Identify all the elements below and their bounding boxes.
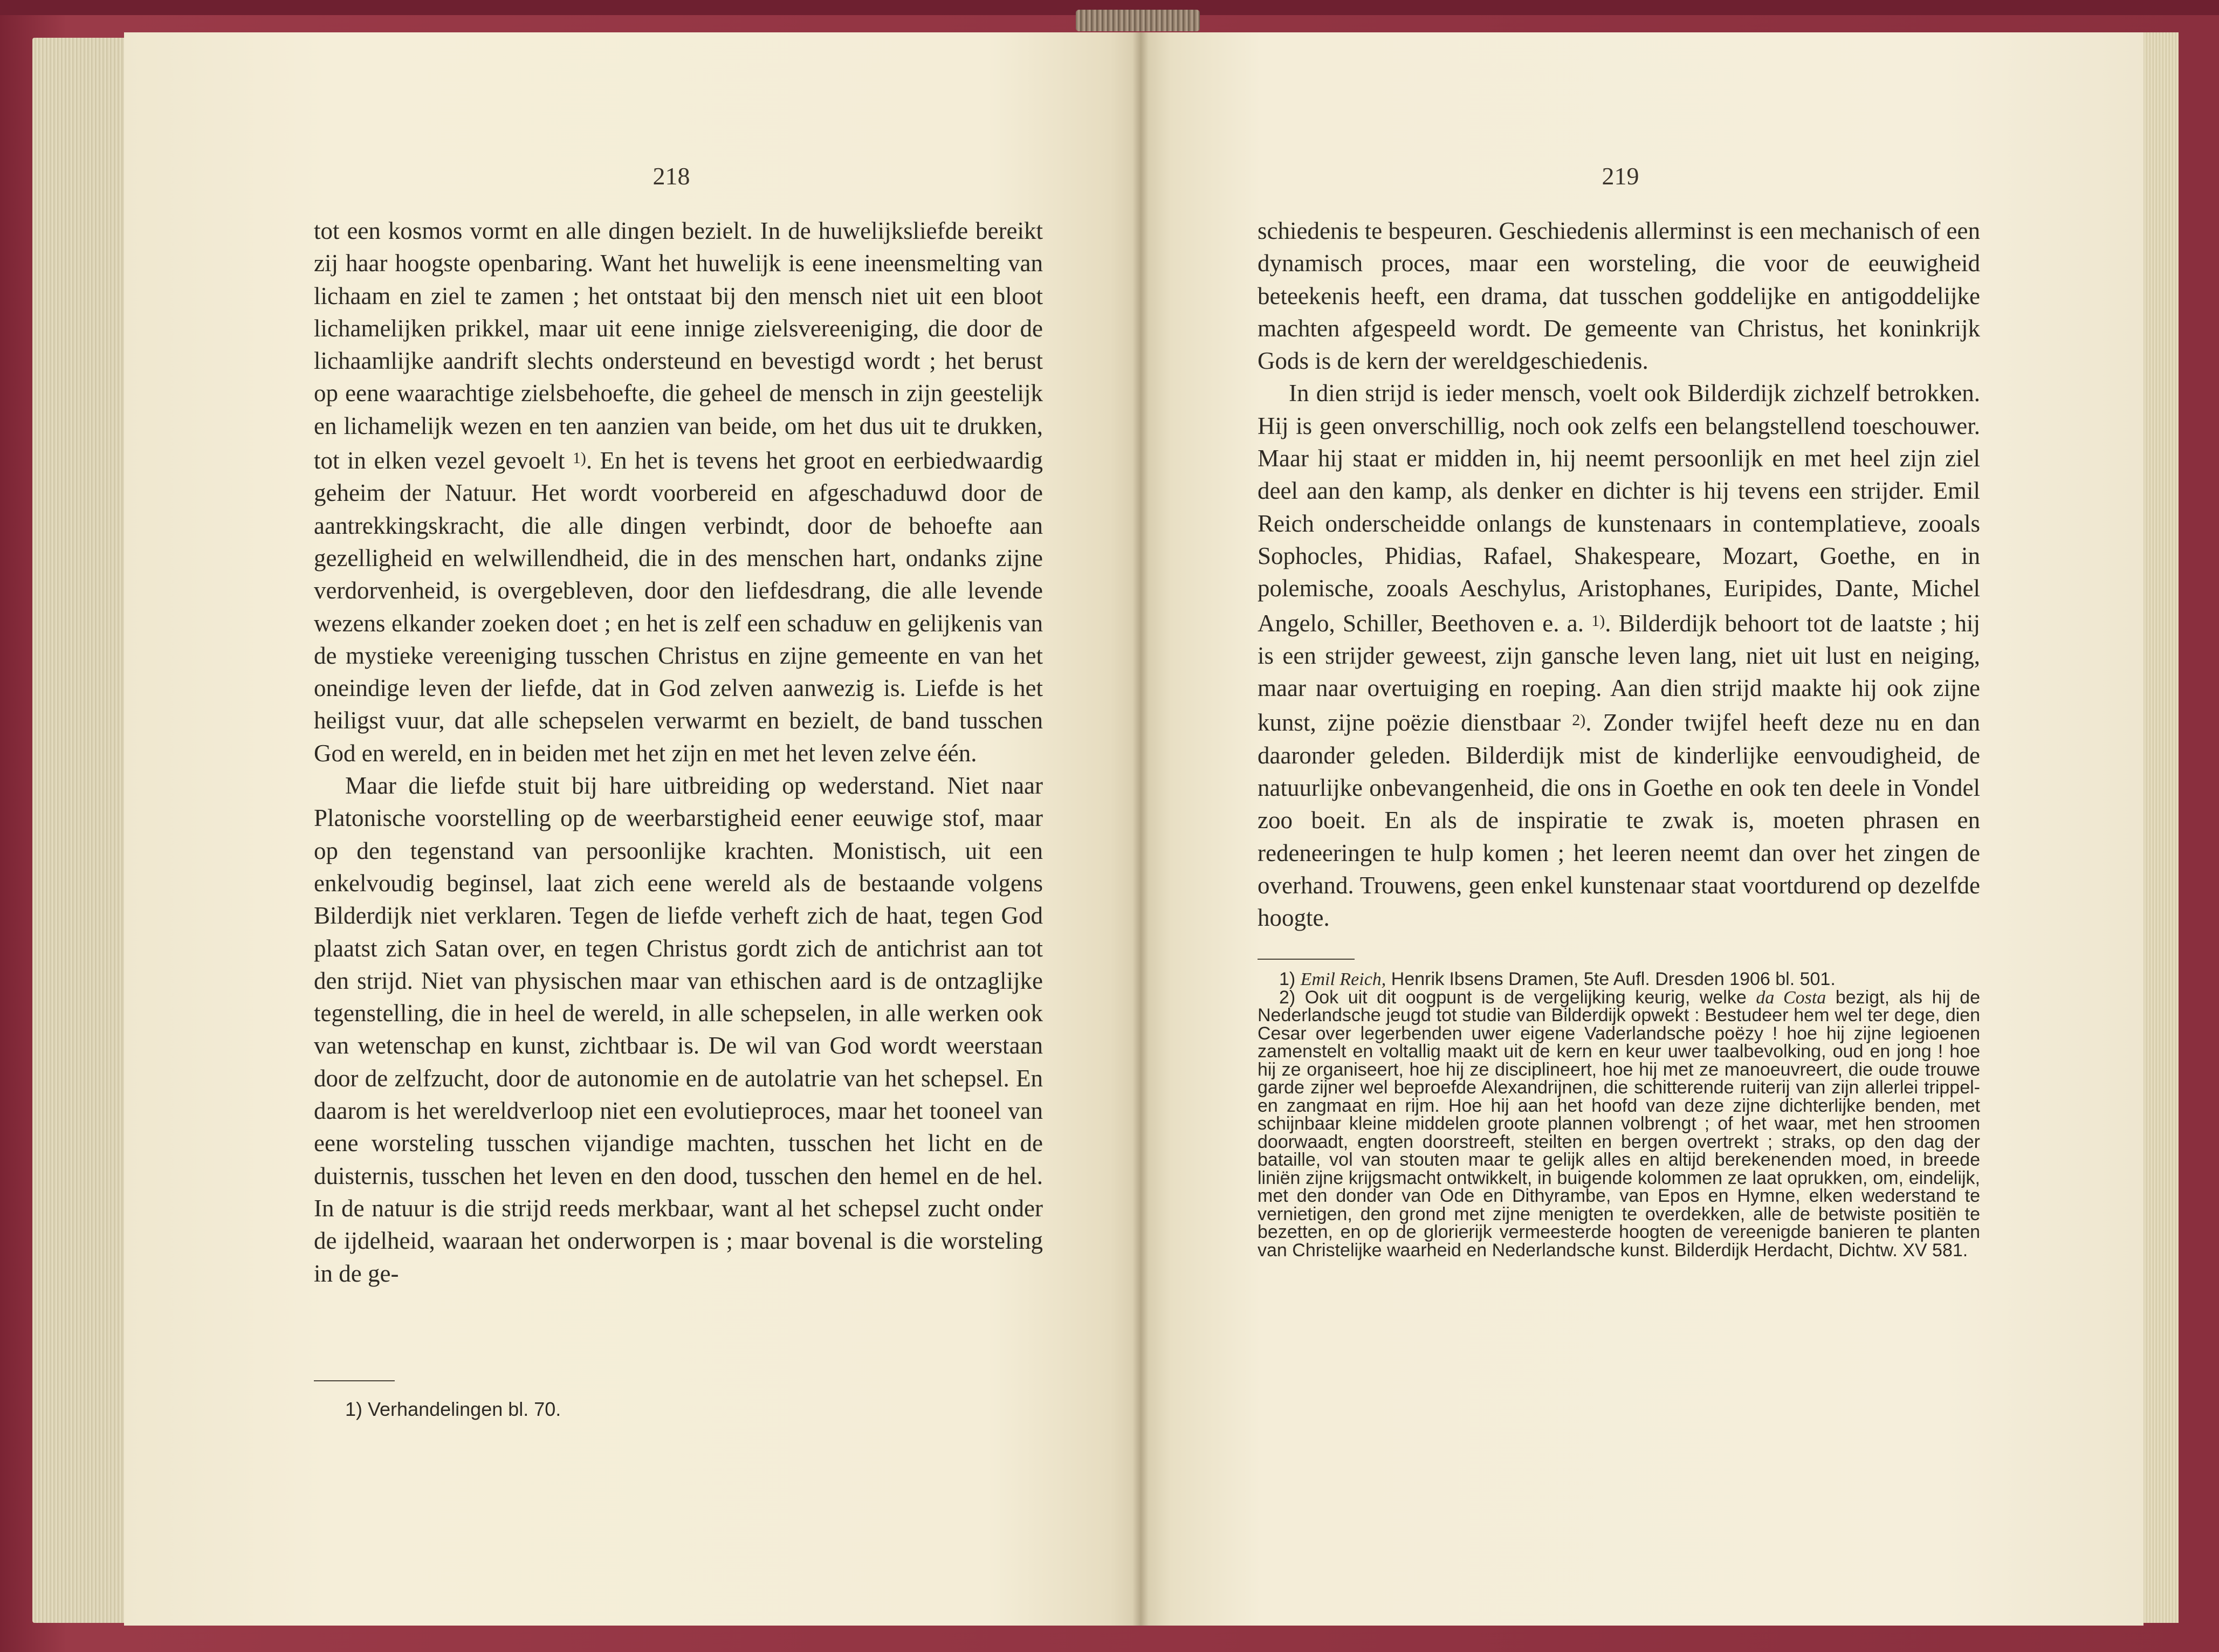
footnote-marker: 1) xyxy=(1591,611,1605,630)
paragraph: Maar die liefde stuit bij hare uitbreiding op wederstand. Niet naar Platonische voorstelling op de weerbarstigheid eener eeuwige stof, maar op den tegenstand van persoonlijke krachten. Monistisch, uit een enkelvoudig beginsel, laat zich eene wereld als de bestaande volgens Bilderdijk niet verklaren. Tegen de liefde verheft zich de haat, tegen God plaatst zich Satan over, en tegen Christus gordt zich de antichrist aan tot den strijd. Niet van physischen maar van ethischen aard is de ontzaglijke tegenstelling, die in heel de wereld, in alle schepselen, in alle werken ook van wetenschap en kunst, zichtbaar is. De wil van God wordt weerstaan door de zelfzucht, door de autonomie en de autolatrie van het schepsel. En daarom is het wereldverloop niet een evolutieproces, maar het tooneel van eene worsteling tusschen vijandige machten, tusschen het licht en de duisternis, tusschen het leven en den dood, tusschen den hemel en de hel. In de natuur is die strijd reeds merkbaar, want al het schepsel zucht onder de ijdelheid, waaraan het onderworpen is ; maar bovenal is die worsteling in de ge- xyxy=(314,772,1043,1287)
footnote xyxy=(1258,989,1980,1260)
footnote-text: Ook uit dit oogpunt is de vergelijking keurig, welke xyxy=(1304,987,1747,1008)
footnote-rule xyxy=(314,1380,395,1381)
footnote-marker: 1) xyxy=(572,449,586,467)
right-footnotes xyxy=(1258,970,1980,1259)
page-number-right: 219 xyxy=(1602,162,1639,190)
left-footnotes xyxy=(345,1396,1046,1422)
footnote-text: Henrik Ibsens Dramen, 5te Aufl. Dresden 1906 bl. 501. xyxy=(1391,969,1836,989)
footnote-author: Emil Reich, xyxy=(1300,969,1386,989)
footnote-text: bezigt, als hij de Nederlandsche jeugd tot studie van Bilderdijk opwekt : Bestudeer hem wel ter dege, dien Cesar over legerbenden uwer eigene Vaderlandsche poëzy ! hoe hij zijne legioenen zamenstelt en voltallig maakt uit de kern en keur uwer taalbevolking, oud en jong ! hoe hij ze organiseert, hoe hij ze disciplineert, hoe hij met ze manoeuvreert, die oude trouwe garde zijner wel beproefde Alexandrijnen, die schitterende ruiterij van zijn allerlei trippel- en zangmaat en rijm. Hoe hij aan het hoofd van deze zijne dichterlijke benden, met schijnbaar kleine middelen groote plannen volbrengt ; of het waar, met hen stroomen doorwaadt, engten doorstreeft, steilten en bergen overtrekt ; straks, op den dag der bataille, vol van stouten maar te gelijk alles en altijd berekenenden moed, in breede liniën zijne krijgsmacht ontwikkelt, in buigende kolommen ze laat oprukken, om, eindelijk, met den donder van Ode en Dithyrambe, van Epos en Hymne, elken wederstand te vernietigen, den grond met zijne menigten te overdekken, alle de betwiste positiën te bezetten, en op de glorierijk vermeesterde hoogten de vereenigde banieren te planten van Christelijke waarheid en Nederlandsche kunst. Bilderdijk Herdacht, Dichtw. XV 581. xyxy=(1258,987,1981,1261)
paragraph: tot een kosmos vormt en alle dingen bezielt. In de huwelijksliefde bereikt zij haar hoogste openbaring. Want het huwelijk is eene ineensmelting van lichaam en ziel te zamen ; het ontstaat bij den mensch niet uit een bloot lichamelijken prikkel, maar uit eene innige zielsvereeniging, die door de lichaamlijke aandrift slechts ondersteund en bevestigd wordt ; het berust op eene waarachtige zielsbehoefte, die geheel de mensch in zijn geestelijk en lichamelijk wezen en ten aanzien van beide, om het dus uit te drukken, tot in elken vezel gevoelt $^{1)}$. En het is tevens het groot en eerbiedwaardig geheim der Natuur. Het wordt voorbereid en afgeschaduwd door de aantrekkingskracht, die alle dingen verbindt, door de behoefte aan gezelligheid en welwillendheid, die in des menschen hart, ondanks zijne verdorvenheid, is overgebleven, door den liefdesdrang, die alle levende wezens elkander zoeken doet ; en het is zelf een schaduw en gelijkenis van de mystieke vereeniging tusschen Christus en zijne gemeente en van het oneindige leven der liefde, dat in God zelven aanwezig is. Liefde is het heiligst vuur, dat alle schepselen verwarmt en bezielt, de band tusschen God en wereld, en in beiden met het zijn en met het leven zelve één. xyxy=(314,217,1043,767)
paragraph: schiedenis te bespeuren. Geschiedenis allerminst is een mechanisch of een dynamisch proces, maar een worsteling, die voor de eeuwigheid beteekenis heeft, een drama, dat tusschen goddelijke en antigoddelijke machten afgespeeld wordt. De gemeente van Christus, het koninkrijk Gods is de kern der wereldgeschiedenis. xyxy=(1258,217,1980,375)
book-gutter xyxy=(1132,32,1149,1626)
page-number-left: 218 xyxy=(652,162,690,190)
paragraph-text: Bilderdijk behoort tot de laatste ; hij is een strijder geweest, zijn gansche leven lang, niet uit lust en neiging, maar naar overtuiging en roeping. Aan dien strijd maakte hij ook zijne kunst, zijne poëzie dienstbaar xyxy=(1258,609,1981,736)
left-page-edges xyxy=(32,38,129,1623)
footnote: 1) Verhandelingen bl. 70. xyxy=(345,1398,561,1420)
footnote-number: 1) xyxy=(1279,969,1296,989)
paragraph-text: Zonder twijfel heeft deze nu en dan daaronder geleden. Bilderdijk mist de kinderlijke eenvoudigheid, de natuurlijke onbevangenheid, die ons in Goethe en ook ten deele in Vondel zoo boeit. En als de inspiratie te zwak is, moeten phrasen en redeneeringen te hulp komen ; het leeren neemt dan over het zingen de overhand. Trouwens, geen enkel kunstenaar staat voortdurend op dezelfde hoogte. xyxy=(1258,709,1981,932)
paragraph-text: tot een kosmos vormt en alle dingen bezielt. In de huwelijksliefde bereikt zij haar hoogste openbaring. Want het huwelijk is eene ineensmelting van lichaam en ziel te zamen ; het ontstaat bij den mensch niet uit een bloot lichamelijken prikkel, maar uit eene innige zielsvereeniging, die door de lichaamlijke aandrift slechts ondersteund en bevestigd wordt ; het berust op eene waarachtige zielsbehoefte, die geheel de mensch in zijn geestelijk en lichamelijk wezen en ten aanzien van beide, om het dus uit te drukken, tot in elken vezel gevoelt xyxy=(314,217,1043,474)
footnote-marker: 2) xyxy=(1572,711,1586,729)
footnote-number: 2) xyxy=(1279,987,1296,1008)
footnote-rule xyxy=(1258,959,1355,960)
right-page-body xyxy=(1258,215,1980,934)
left-page-body xyxy=(314,215,1043,1290)
paragraph-text: In dien strijd is ieder mensch, voelt ook Bilderdijk zichzelf betrokken. Hij is geen onverschillig, noch ook zelfs een belangstellend toeschouwer. Maar hij staat er midden in, hij neemt persoonlijk en met heel zijn ziel deel aan den kamp, als denker en dichter is hij tevens een strijder. Emil Reich onderscheidde onlangs de kunstenaars in contemplatieve, zooals Sophocles, Phidias, Rafael, Shakespeare, Mozart, Goethe, en in polemische, zooals Aeschylus, Aristophanes, Euripides, Dante, Michel Angelo, Schiller, Beethoven e. a. xyxy=(1258,380,1980,637)
footnote xyxy=(1258,970,1980,989)
headband xyxy=(1076,10,1200,31)
footnote-name: da Costa xyxy=(1756,987,1826,1008)
paragraph: In dien strijd is ieder mensch, voelt ook Bilderdijk zichzelf betrokken. Hij is geen onverschillig, noch ook zelfs een belangstellend toeschouwer. Maar hij staat er midden in, hij neemt persoonlijk en met heel zijn ziel deel aan den kamp, als denker en dichter is hij tevens een strijder. Emil Reich onderscheidde onlangs de kunstenaars in contemplatieve, zooals Sophocles, Phidias, Rafael, Shakespeare, Mozart, Goethe, en in polemische, zooals Aeschylus, Aristophanes, Euripides, Dante, Michel Angelo, Schiller, Beethoven e. a. $^{1)}$. Bilderdijk behoort tot de laatste ; hij is een strijder geweest, zijn gansche leven lang, niet uit lust en neiging, maar naar overtuiging en roeping. Aan dien strijd maakte hij ook zijne kunst, zijne poëzie dienstbaar $^{2)}$. Zonder twijfel heeft deze nu en dan daaronder geleden. Bilderdijk mist de kinderlijke eenvoudigheid, de natuurlijke onbevangenheid, die ons in Goethe en ook ten deele in Vondel zoo boeit. En als de inspiratie te zwak is, moeten phrasen en redeneeringen te hulp komen ; het leeren neemt dan over het zingen de overhand. Trouwens, geen enkel kunstenaar staat voortdurend op dezelfde hoogte. xyxy=(1258,380,1981,932)
paragraph-text: En het is tevens het groot en eerbiedwaardig geheim der Natuur. Het wordt voorbereid en afgeschaduwd door de aantrekkingskracht, die alle dingen verbindt, door de behoefte aan gezelligheid en welwillendheid, die in des menschen hart, ondanks zijne verdorvenheid, is overgebleven, door den liefdesdrang, die alle levende wezens elkander zoeken doet ; en het is zelf een schaduw en gelijkenis van de mystieke vereeniging tusschen Christus en zijne gemeente en van het oneindige leven der liefde, dat in God zelven aanwezig is. Liefde is het heiligst vuur, dat alle schepselen verwarmt en bezielt, de band tusschen God en wereld, en in beiden met het zijn en met het leven zelve één. xyxy=(314,447,1043,767)
